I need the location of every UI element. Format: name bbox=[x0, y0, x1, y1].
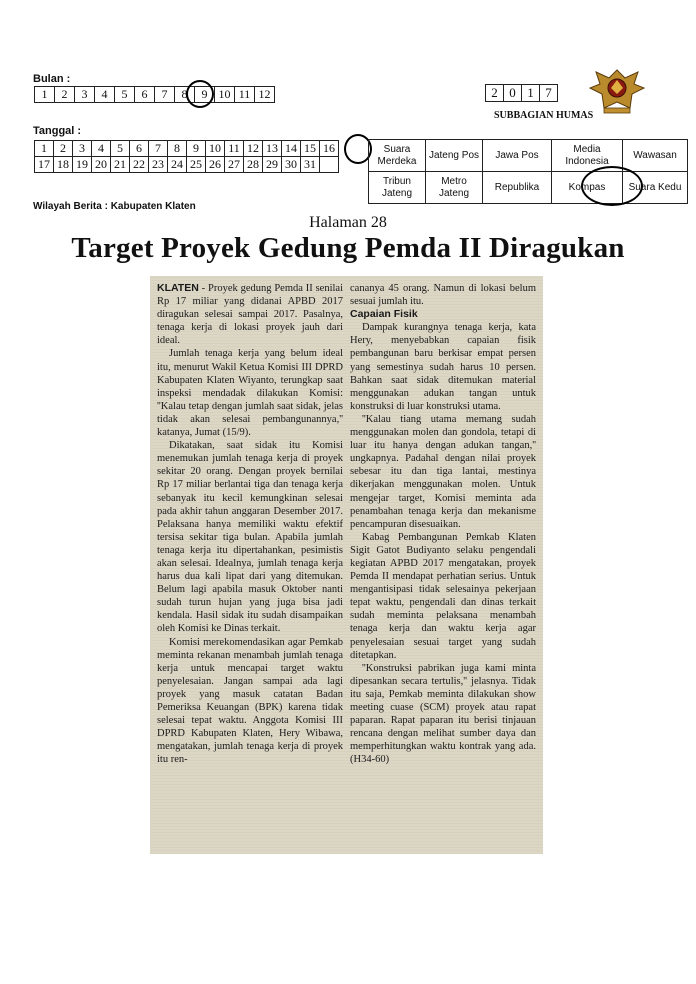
day-cell bbox=[320, 157, 339, 173]
day-cell: 4 bbox=[92, 141, 111, 157]
day-cell: 5 bbox=[111, 141, 130, 157]
day-cell: 9 bbox=[187, 141, 206, 157]
day-cell: 28 bbox=[244, 157, 263, 173]
day-cell: 19 bbox=[73, 157, 92, 173]
paragraph: Dampak kurangnya tenaga kerja, kata Hery, menyebabkan capaian fisik pembangunan baru berkisar empat persen yang semestinya sudah harus 10 persen. Bahkan saat sidak ditemukan material menggunakan adukan tangan untuk konstruksi di luar konstruksi utama. bbox=[350, 322, 536, 412]
day-cell: 26 bbox=[206, 157, 225, 173]
department-label: SUBBAGIAN HUMAS bbox=[494, 110, 594, 121]
paragraph: ''Kalau tiang utama memang sudah menggunakan molen dan gondola, tetapi di luar itu hanya dengan adukan tangan,'' ungkapnya. Padahal dengan nilai proyek sebesar itu dan tiga lantai, mestinya dikerjakan menggunakan molen. Untuk mengejar target, Komisi meminta ada penambahan tenaga kerja dan mekanisme pencampuran disesuaikan. bbox=[350, 413, 536, 530]
day-cell: 13 bbox=[263, 141, 282, 157]
year-digit: 7 bbox=[540, 85, 558, 102]
day-cell: 18 bbox=[54, 157, 73, 173]
month-cell: 2 bbox=[55, 87, 75, 103]
month-cell: 12 bbox=[255, 87, 275, 103]
day-cell: 24 bbox=[168, 157, 187, 173]
paragraph bbox=[157, 282, 343, 347]
day-cell: 31 bbox=[301, 157, 320, 173]
day-cell: 16 bbox=[320, 141, 339, 157]
article-column-1 bbox=[157, 282, 343, 766]
day-cell: 23 bbox=[149, 157, 168, 173]
day-cell: 11 bbox=[225, 141, 244, 157]
day-cell: 20 bbox=[92, 157, 111, 173]
month-cell: 8 bbox=[175, 87, 195, 103]
publication-cell: Republika bbox=[483, 172, 552, 204]
paragraph: Dikatakan, saat sidak itu Komisi menemukan jumlah tenaga kerja di proyek sekitar 20 orang. Dengan proyek bernilai Rp 17 miliar berlantai tiga dan tenaga kerja sebanyak itu kecil kemungkinan selesai pada akhir tahun anggaran Desember 2017. Pelaksana hanya memiliki waktu efektif tersisa sekitar tiga bulan. Apabila jumlah tenaga kerja itu dipertahankan, pesimistis akan selesai. Idealnya, jumlah tenaga kerja harus dua kali lipat dari yang ditemukan. Belum lagi apabila masuk Oktober nanti sudah turun hujan yang juga bisa jadi kendala. Hasil sidak itu sudah disampaikan oleh Komisi ke Dinas terkait. bbox=[157, 440, 343, 635]
day-grid bbox=[34, 140, 339, 173]
day-cell: 1 bbox=[35, 141, 54, 157]
day-cell: 27 bbox=[225, 157, 244, 173]
month-cell: 1 bbox=[35, 87, 55, 103]
publication-cell: Metro Jateng bbox=[426, 172, 483, 204]
bulan-label: Bulan : bbox=[33, 73, 71, 85]
subheading: Capaian Fisik bbox=[350, 308, 418, 321]
year-digit: 2 bbox=[486, 85, 504, 102]
day-cell: 25 bbox=[187, 157, 206, 173]
month-cell: 4 bbox=[95, 87, 115, 103]
day-cell: 30 bbox=[282, 157, 301, 173]
publication-cell: Suara Kedu bbox=[623, 172, 688, 204]
paragraph: Komisi merekomendasikan agar Pemkab meminta rekanan menambah jumlah tenaga kerja untuk mencapai target waktu penyelesaian. Jangan sampai ada lagi proyek yang masuk catatan Badan Pemeriksa Keuangan (BPK) karena tidak selesai tepat waktu. Anggota Komisi III DPRD Kabupaten Klaten, Hery Wibawa, mengatakan, jumlah tenaga kerja di proyek itu ren- bbox=[157, 636, 343, 766]
month-cell: 9 bbox=[195, 87, 215, 103]
page-number: Halaman 28 bbox=[309, 214, 387, 231]
publication-cell: Jateng Pos bbox=[426, 140, 483, 172]
day-cell: 21 bbox=[111, 157, 130, 173]
day-cell: 2 bbox=[54, 141, 73, 157]
publication-cell: Media Indonesia bbox=[552, 140, 623, 172]
day-cell: 6 bbox=[130, 141, 149, 157]
day-cell: 17 bbox=[35, 157, 54, 173]
publication-cell: Tribun Jateng bbox=[369, 172, 426, 204]
year-digit: 0 bbox=[504, 85, 522, 102]
day-cell: 10 bbox=[206, 141, 225, 157]
month-cell: 6 bbox=[135, 87, 155, 103]
year-box bbox=[485, 84, 558, 102]
month-grid bbox=[34, 86, 275, 103]
day-cell: 15 bbox=[301, 141, 320, 157]
wilayah-label: Wilayah Berita : Kabupaten Klaten bbox=[33, 201, 196, 212]
publication-cell: Wawasan bbox=[623, 140, 688, 172]
month-cell: 10 bbox=[215, 87, 235, 103]
day-cell: 7 bbox=[149, 141, 168, 157]
year-digit: 1 bbox=[522, 85, 540, 102]
publication-cell: Jawa Pos bbox=[483, 140, 552, 172]
day-cell: 8 bbox=[168, 141, 187, 157]
day-cell: 14 bbox=[282, 141, 301, 157]
paragraph: Jumlah tenaga kerja yang belum ideal itu, menurut Wakil Ketua Komisi III DPRD Kabupaten Klaten Wiyanto, terungkap saat inspeksi mendadak dilakukan Komisi: ''Kalau tetap dengan jumlah saat sidak, jelas tidak akan selesai pembangunannya,'' katanya, Jumat (15/9). bbox=[157, 348, 343, 439]
paragraph: cananya 45 orang. Namun di lokasi belum sesuai jumlah itu. bbox=[350, 283, 536, 308]
article-column-2 bbox=[350, 282, 536, 766]
emblem-logo bbox=[586, 64, 648, 116]
day-cell: 22 bbox=[130, 157, 149, 173]
dateline: KLATEN bbox=[157, 282, 199, 294]
lead-text: - Proyek gedung Pemda II senilai Rp 17 miliar yang didanai APBD 2017 diragukan selesai sampai 2017. Pasalnya, tenaga kerja di lokasi proyek jauh dari ideal. bbox=[157, 283, 343, 347]
article-headline: Target Proyek Gedung Pemda II Diragukan bbox=[71, 232, 625, 264]
publication-cell: Suara Merdeka bbox=[369, 140, 426, 172]
paragraph: Kabag Pembangunan Pemkab Klaten Sigit Gatot Budiyanto selaku pengendali kegiatan APBD 2017 mengatakan, proyek Pemda II mendapat perhatian serius. Untuk mengantisipasi tidak selesainya pekerjaan tepat waktu, pengendali dan dinas terkait sudah meminta pelaksana menambah tenaga kerja dan waktu kerja agar penyelesaian sesuai target yang sudah ditetapkan. bbox=[350, 531, 536, 661]
day-cell: 29 bbox=[263, 157, 282, 173]
publication-cell: Kompas bbox=[552, 172, 623, 204]
month-cell: 3 bbox=[75, 87, 95, 103]
day-cell: 3 bbox=[73, 141, 92, 157]
month-cell: 7 bbox=[155, 87, 175, 103]
tanggal-label: Tanggal : bbox=[33, 125, 82, 137]
month-cell: 5 bbox=[115, 87, 135, 103]
publication-table bbox=[368, 139, 688, 204]
newspaper-clipping bbox=[150, 276, 543, 854]
paragraph: ''Konstruksi pabrikan juga kami minta dipesankan secara tertulis,'' jelasnya. Tidak itu saja, Pemkab meminta dilakukan show meeting cuase (SCM) proyek atau rapat paparan. Rapat paparan itu berisi tinjauan rencana dengan melihat sumber daya dan memperhitungkan waktu kontrak yang ada. (H34-60) bbox=[350, 662, 536, 766]
day-cell: 12 bbox=[244, 141, 263, 157]
month-cell: 11 bbox=[235, 87, 255, 103]
